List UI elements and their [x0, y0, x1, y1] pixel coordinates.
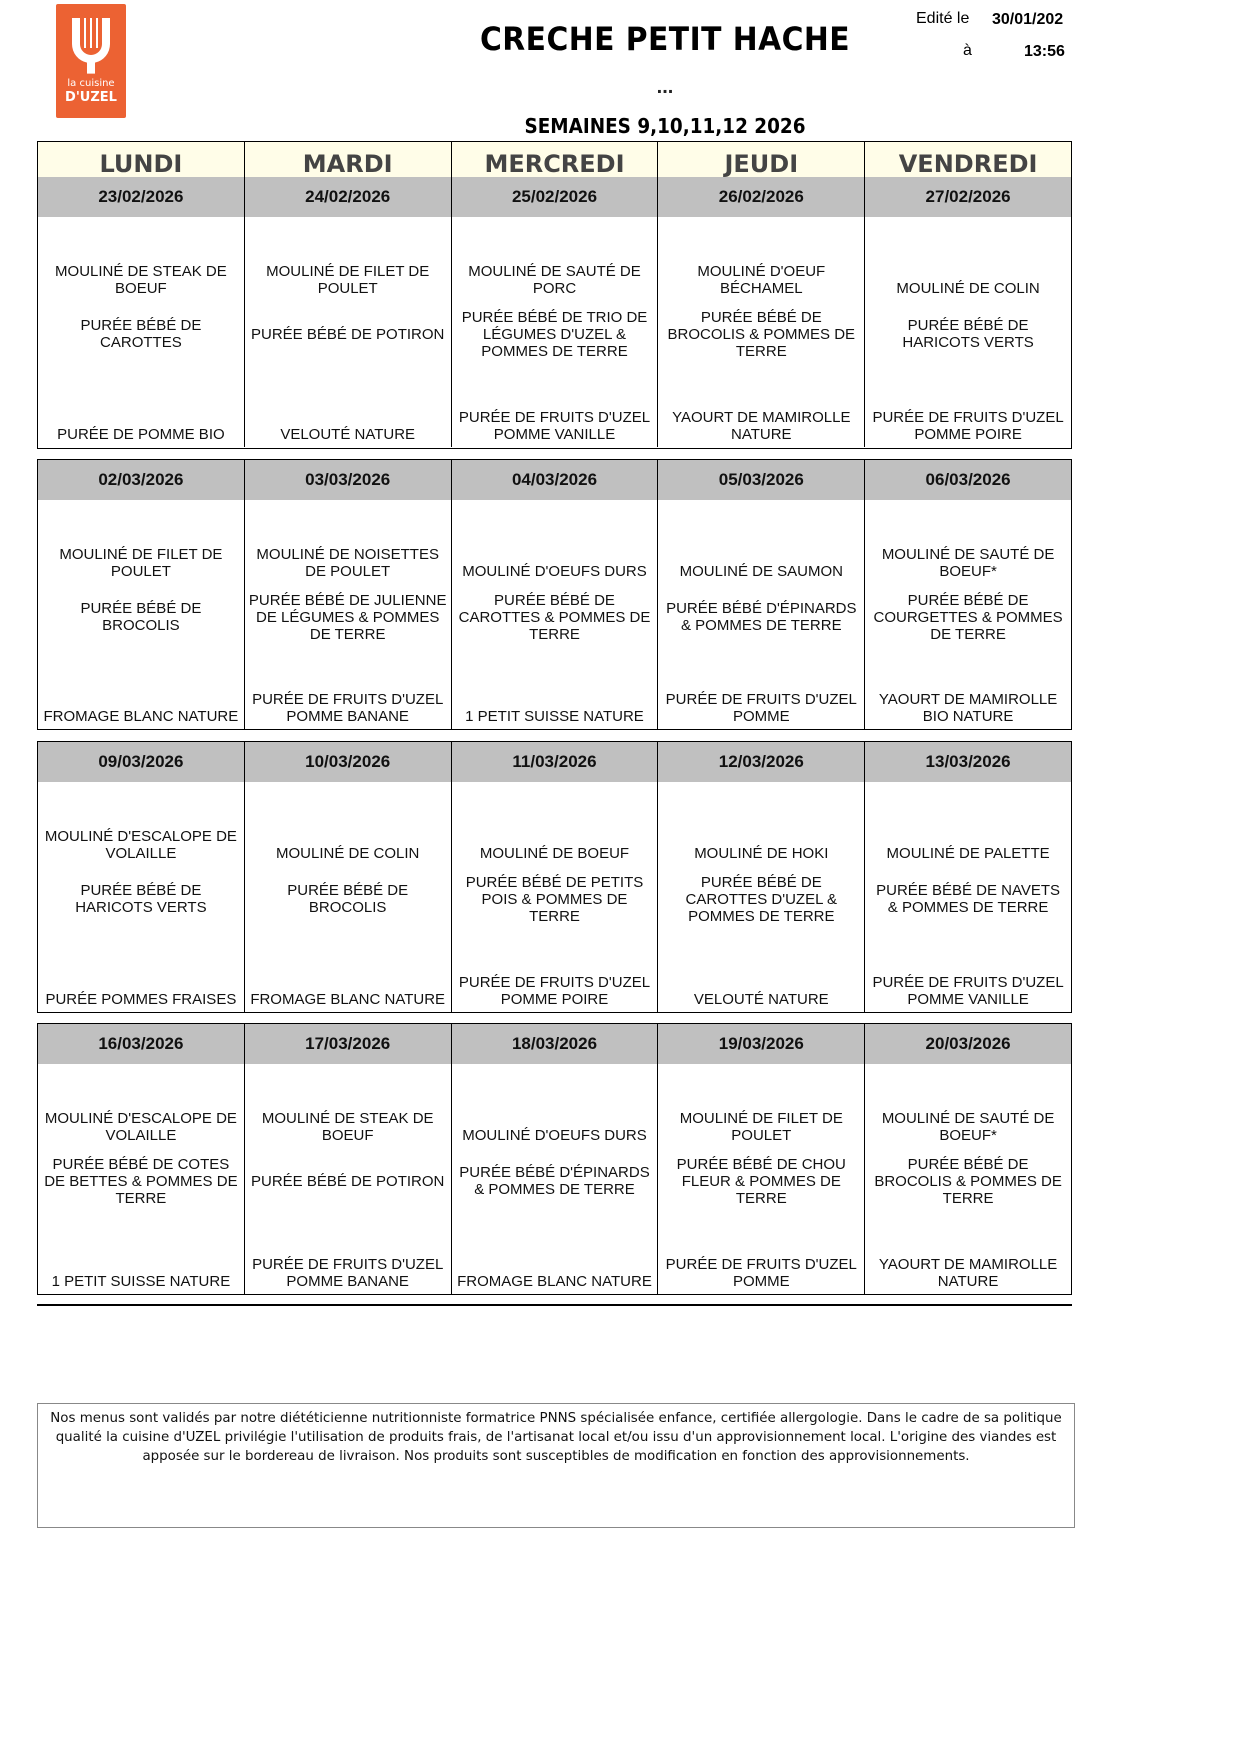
side-dish: PURÉE BÉBÉ D'ÉPINARDS & POMMES DE TERRE	[459, 1164, 650, 1198]
date-cell: 11/03/2026	[451, 742, 658, 782]
side-dish: PURÉE BÉBÉ DE BROCOLIS	[80, 600, 202, 634]
day-menu-column	[657, 1064, 864, 1294]
logo-text-line1: la cuisine	[67, 78, 115, 89]
date-cell: 06/03/2026	[864, 460, 1071, 500]
date-cell: 04/03/2026	[451, 460, 658, 500]
logo-text-line2: D'UZEL	[65, 90, 117, 105]
date-row	[38, 742, 1071, 782]
side-dish: PURÉE BÉBÉ DE CHOU FLEUR & POMMES DE TERRE	[676, 1155, 846, 1207]
date-cell: 27/02/2026	[864, 177, 1071, 217]
week-block	[37, 459, 1072, 730]
side-dish: PURÉE BÉBÉ DE NAVETS & POMMES DE TERRE	[876, 882, 1061, 916]
day-menu-column	[451, 1064, 658, 1294]
side-dish: PURÉE BÉBÉ DE HARICOTS VERTS	[902, 317, 1034, 351]
edited-time: 13:56	[1024, 43, 1065, 60]
weekday-monday: LUNDI	[99, 150, 183, 177]
date-cell: 16/03/2026	[98, 1034, 184, 1053]
week-block	[37, 741, 1072, 1013]
date-cell: 25/02/2026	[451, 177, 658, 217]
side-dish: PURÉE BÉBÉ D'ÉPINARDS & POMMES DE TERRE	[666, 600, 857, 634]
dessert: PURÉE DE POMME BIO	[57, 426, 225, 443]
dessert: PURÉE DE FRUITS D'UZEL POMME VANILLE	[872, 974, 1064, 1008]
fork-icon	[70, 16, 112, 74]
date-cell: 03/03/2026	[244, 460, 451, 500]
week-block	[37, 177, 1072, 449]
date-cell: 02/03/2026	[98, 470, 184, 489]
day-menu-column	[38, 500, 244, 729]
dessert: PURÉE DE FRUITS D'UZEL POMME POIRE	[872, 409, 1064, 443]
day-menu-column	[864, 217, 1071, 447]
day-menu-column	[657, 782, 864, 1012]
dessert: YAOURT DE MAMIROLLE BIO NATURE	[878, 691, 1058, 725]
dessert: VELOUTÉ NATURE	[693, 991, 829, 1008]
main-dish: MOULINÉ DE SAUTÉ DE PORC	[468, 263, 641, 297]
dessert: PURÉE DE FRUITS D'UZEL POMME BANANE	[252, 1256, 444, 1290]
side-dish: PURÉE BÉBÉ DE CAROTTES	[80, 317, 202, 351]
date-cell: 18/03/2026	[451, 1024, 658, 1064]
day-menu-column	[38, 217, 244, 447]
main-dish: MOULINÉ D'OEUFS DURS	[462, 1127, 647, 1144]
main-dish: MOULINÉ DE SAUTÉ DE BOEUF*	[881, 1110, 1055, 1144]
main-dish: MOULINÉ DE FILET DE POULET	[59, 546, 223, 580]
dessert: 1 PETIT SUISSE NATURE	[465, 708, 644, 725]
main-dish: MOULINÉ DE NOISETTES DE POULET	[256, 546, 439, 580]
edited-date: 30/01/202	[992, 11, 1064, 28]
weekday-wednesday: MERCREDI	[451, 142, 658, 177]
side-dish: PURÉE BÉBÉ DE POTIRON	[251, 1172, 445, 1190]
day-menu-column	[244, 217, 451, 447]
day-menu-column	[864, 1064, 1071, 1294]
main-dish: MOULINÉ D'OEUFS DURS	[462, 563, 647, 580]
date-cell: 05/03/2026	[657, 460, 864, 500]
page-title: CRECHE PETIT HACHE	[479, 20, 851, 58]
main-dish: MOULINÉ D'ESCALOPE DE VOLAILLE	[44, 828, 237, 862]
day-menu-column	[451, 782, 658, 1012]
week-block	[37, 1023, 1072, 1295]
dessert: PURÉE DE FRUITS D'UZEL POMME POIRE	[458, 974, 651, 1008]
main-dish: MOULINÉ DE COLIN	[276, 845, 420, 862]
weeks-subtitle: SEMAINES 9,10,11,12 2026	[524, 114, 806, 138]
la-cuisine-duzel-logo	[56, 4, 126, 118]
day-menu-column	[244, 782, 451, 1012]
weekday-friday: VENDREDI	[864, 142, 1071, 177]
date-cell: 20/03/2026	[864, 1024, 1071, 1064]
side-dish: PURÉE BÉBÉ DE COTES DE BETTES & POMMES DE TERRE	[44, 1155, 238, 1207]
edited-label: Edité le	[916, 10, 970, 27]
main-dish: MOULINÉ DE STEAK DE BOEUF	[55, 263, 227, 297]
side-dish: PURÉE BÉBÉ DE HARICOTS VERTS	[75, 882, 207, 916]
date-cell: 09/03/2026	[98, 752, 184, 771]
dessert: VELOUTÉ NATURE	[280, 426, 416, 443]
footer-note: Nos menus sont validés par notre diététicienne nutritionniste formatrice PNNS spécialisée enfance, certifiée allergologie. Dans le cadre de sa politique qualité la cuisine d'UZEL privilégie l'utilisation de produits frais, de l'artisanat local et/ou issu d'un approvisionnement local. L'origine des viandes est apposée sur le bordereau de livraison. Nos produits sont susceptibles de modification en fonction des approvisionnements.	[37, 1403, 1075, 1528]
day-menu-column	[657, 500, 864, 729]
menu-body	[38, 217, 1071, 447]
date-cell: 23/02/2026	[98, 187, 184, 206]
menu-body	[38, 1064, 1071, 1294]
separator-line	[37, 1304, 1072, 1306]
date-row	[38, 177, 1071, 217]
day-menu-column	[657, 217, 864, 447]
side-dish: PURÉE BÉBÉ DE POTIRON	[251, 325, 445, 343]
dessert: 1 PETIT SUISSE NATURE	[51, 1273, 231, 1290]
date-cell: 10/03/2026	[244, 742, 451, 782]
main-dish: MOULINÉ DE FILET DE POULET	[266, 263, 430, 297]
side-dish: PURÉE BÉBÉ DE BROCOLIS & POMMES DE TERRE	[874, 1155, 1062, 1207]
day-menu-column	[38, 1064, 244, 1294]
date-cell: 12/03/2026	[657, 742, 864, 782]
side-dish: PURÉE BÉBÉ DE CAROTTES D'UZEL & POMMES DE TERRE	[685, 873, 838, 925]
weekday-tuesday: MARDI	[244, 142, 451, 177]
weekday-header-row	[37, 141, 1072, 177]
date-cell: 24/02/2026	[244, 177, 451, 217]
date-row	[38, 460, 1071, 500]
side-dish: PURÉE BÉBÉ DE TRIO DE LÉGUMES D'UZEL & POMMES DE TERRE	[461, 308, 648, 360]
main-dish: MOULINÉ D'OEUF BÉCHAMEL	[697, 263, 826, 297]
dessert: PURÉE DE FRUITS D'UZEL POMME VANILLE	[458, 409, 651, 443]
dessert: FROMAGE BLANC NATURE	[250, 991, 446, 1008]
date-cell: 17/03/2026	[244, 1024, 451, 1064]
dessert: FROMAGE BLANC NATURE	[457, 1273, 652, 1290]
main-dish: MOULINÉ DE BOEUF	[479, 845, 630, 862]
title-ellipsis: ...	[656, 76, 674, 98]
dessert: PURÉE POMMES FRAISES	[45, 991, 237, 1008]
side-dish: PURÉE BÉBÉ DE CAROTTES & POMMES DE TERRE	[458, 591, 651, 643]
day-menu-column	[38, 782, 244, 1012]
side-dish: PURÉE BÉBÉ DE BROCOLIS & POMMES DE TERRE	[667, 308, 856, 360]
date-row	[38, 1024, 1071, 1064]
day-menu-column	[864, 782, 1071, 1012]
main-dish: MOULINÉ DE SAUMON	[679, 563, 843, 580]
menu-body	[38, 500, 1071, 729]
main-dish: MOULINÉ DE STEAK DE BOEUF	[261, 1110, 434, 1144]
day-menu-column	[451, 217, 658, 447]
dessert: YAOURT DE MAMIROLLE NATURE	[672, 409, 851, 443]
day-menu-column	[451, 500, 658, 729]
main-dish: MOULINÉ DE HOKI	[694, 845, 829, 862]
side-dish: PURÉE BÉBÉ DE COURGETTES & POMMES DE TERRE	[873, 591, 1063, 643]
dessert: YAOURT DE MAMIROLLE NATURE	[878, 1256, 1058, 1290]
day-menu-column	[864, 500, 1071, 729]
main-dish: MOULINÉ DE SAUTÉ DE BOEUF*	[881, 546, 1055, 580]
dessert: PURÉE DE FRUITS D'UZEL POMME	[665, 691, 857, 725]
main-dish: MOULINÉ D'ESCALOPE DE VOLAILLE	[44, 1110, 237, 1144]
menu-body	[38, 782, 1071, 1012]
dessert: PURÉE DE FRUITS D'UZEL POMME	[665, 1256, 857, 1290]
side-dish: PURÉE BÉBÉ DE PETITS POIS & POMMES DE TERRE	[465, 873, 644, 925]
date-cell: 19/03/2026	[657, 1024, 864, 1064]
main-dish: MOULINÉ DE FILET DE POULET	[679, 1110, 843, 1144]
date-cell: 26/02/2026	[657, 177, 864, 217]
time-label: à	[963, 42, 972, 59]
side-dish: PURÉE BÉBÉ DE JULIENNE DE LÉGUMES & POMMES DE TERRE	[248, 591, 447, 643]
dessert: PURÉE DE FRUITS D'UZEL POMME BANANE	[252, 691, 444, 725]
main-dish: MOULINÉ DE PALETTE	[886, 845, 1050, 862]
weekday-thursday: JEUDI	[657, 142, 864, 177]
day-menu-column	[244, 500, 451, 729]
date-cell: 13/03/2026	[864, 742, 1071, 782]
day-menu-column	[244, 1064, 451, 1294]
side-dish: PURÉE BÉBÉ DE BROCOLIS	[287, 882, 409, 916]
main-dish: MOULINÉ DE COLIN	[896, 280, 1040, 297]
dessert: FROMAGE BLANC NATURE	[43, 708, 239, 725]
